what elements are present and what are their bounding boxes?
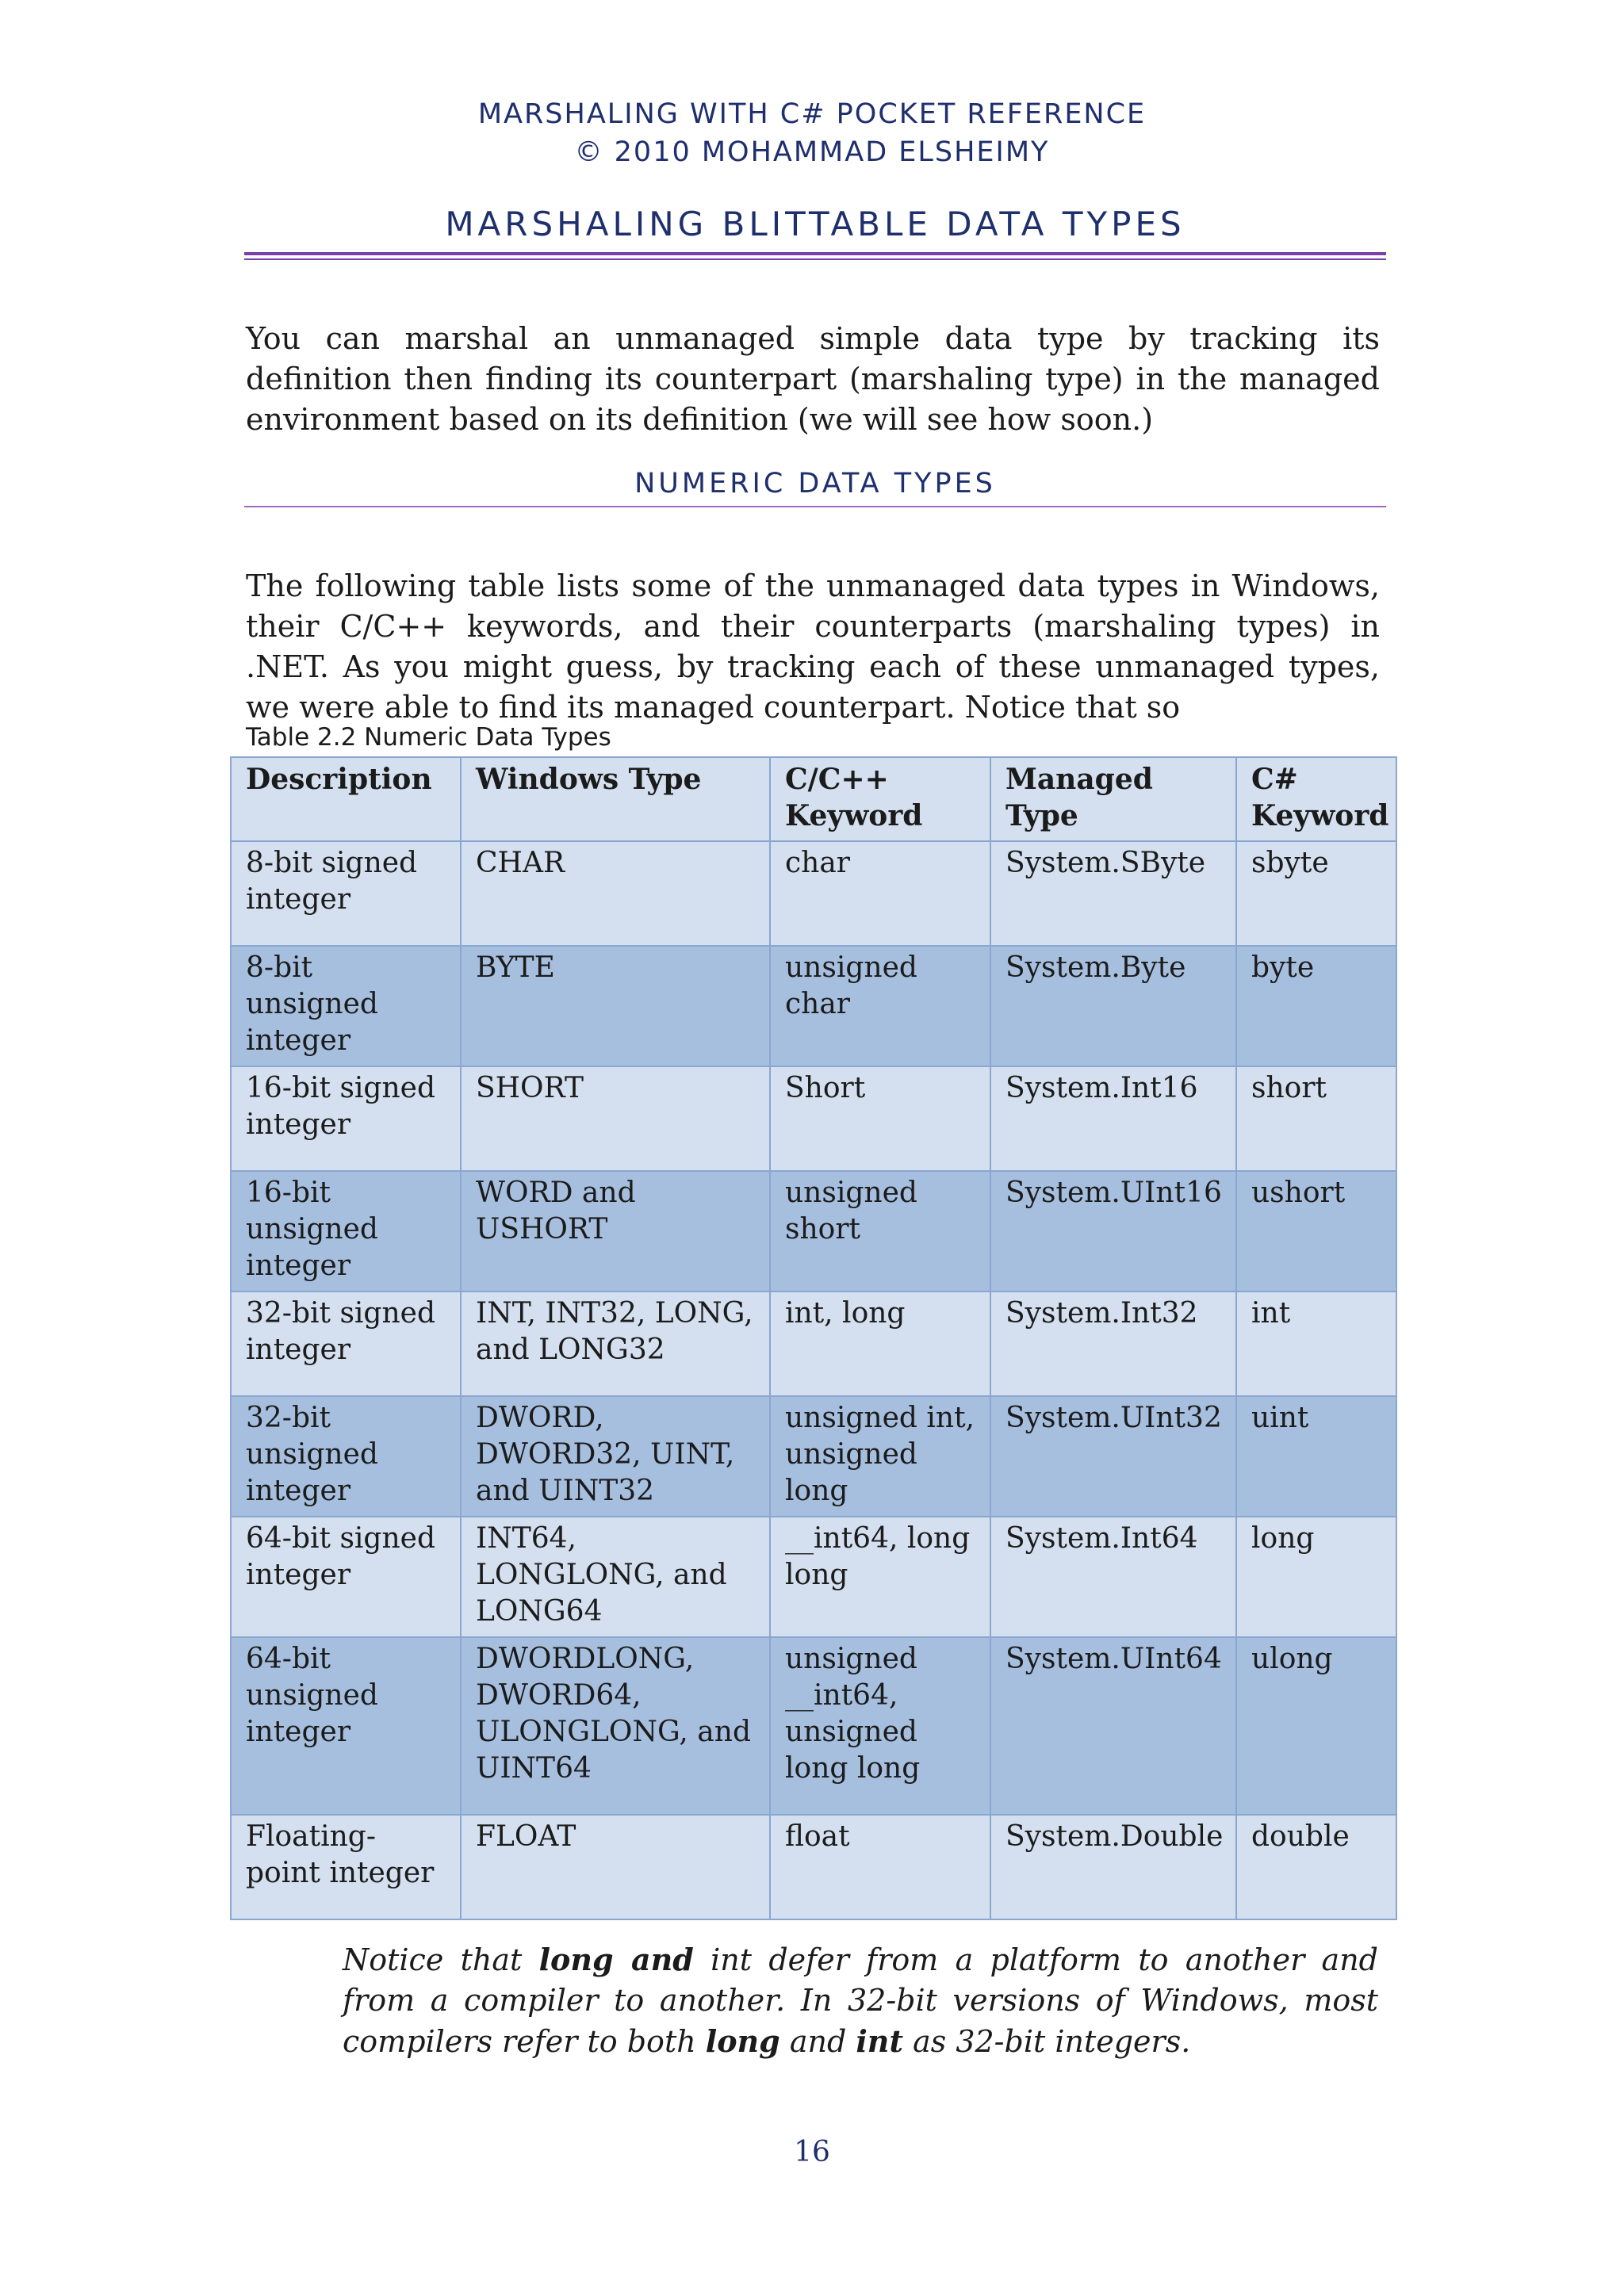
cell-managed-type: System.Int64 bbox=[990, 1517, 1236, 1637]
header-description: Description bbox=[231, 757, 461, 841]
section-title: MARSHALING BLITTABLE DATA TYPES bbox=[445, 205, 1185, 243]
table-row bbox=[231, 1292, 1396, 1396]
cell-csharp-keyword: byte bbox=[1236, 946, 1396, 1066]
note-text-3: and bbox=[779, 2024, 856, 2059]
table-row bbox=[231, 946, 1396, 1066]
note-text-4: as 32-bit integers. bbox=[903, 2024, 1191, 2059]
cell-c-cpp-keyword: unsigned short bbox=[770, 1171, 990, 1292]
cell-description: 64-bit unsigned integer bbox=[231, 1637, 461, 1815]
cell-windows-type: BYTE bbox=[461, 946, 770, 1066]
section-rule-thick bbox=[244, 252, 1386, 255]
note-bold-long-and: long and bbox=[538, 1942, 694, 1977]
cell-managed-type: System.UInt32 bbox=[990, 1396, 1236, 1517]
note-text-1: Notice that bbox=[343, 1942, 539, 1977]
cell-windows-type: DWORDLONG, DWORD64, ULONGLONG, and UINT64 bbox=[461, 1637, 770, 1815]
note-text-2: int defer from a platform to another and from a compiler to another. In 32-bit versions of Windows, most compilers refer to both bbox=[343, 1942, 1378, 2059]
cell-csharp-keyword: long bbox=[1236, 1517, 1396, 1637]
cell-windows-type: SHORT bbox=[461, 1066, 770, 1171]
note-paragraph bbox=[343, 1939, 1378, 2062]
cell-description: 32-bit signed integer bbox=[231, 1292, 461, 1396]
cell-csharp-keyword: sbyte bbox=[1236, 841, 1396, 946]
cell-windows-type: INT, INT32, LONG, and LONG32 bbox=[461, 1292, 770, 1396]
cell-windows-type: DWORD, DWORD32, UINT, and UINT32 bbox=[461, 1396, 770, 1517]
cell-description: 32-bit unsigned integer bbox=[231, 1396, 461, 1517]
cell-description: 16-bit unsigned integer bbox=[231, 1171, 461, 1292]
table-row bbox=[231, 1815, 1396, 1919]
cell-c-cpp-keyword: char bbox=[770, 841, 990, 946]
header-managed-type: Managed Type bbox=[990, 757, 1236, 841]
cell-csharp-keyword: ushort bbox=[1236, 1171, 1396, 1292]
cell-description: Floating-point integer bbox=[231, 1815, 461, 1919]
cell-csharp-keyword: double bbox=[1236, 1815, 1396, 1919]
cell-c-cpp-keyword: __int64, long long bbox=[770, 1517, 990, 1637]
cell-managed-type: System.Int32 bbox=[990, 1292, 1236, 1396]
cell-c-cpp-keyword: float bbox=[770, 1815, 990, 1919]
numeric-data-types-table bbox=[230, 756, 1397, 1920]
cell-csharp-keyword: int bbox=[1236, 1292, 1396, 1396]
table-intro-paragraph: The following table lists some of the unmanaged data types in Windows, their C/C++ keywords, and their counterparts (marshaling types) in .NET. As you might guess, by tracking each of these unmanaged types, we were able to find its managed counterpart. Notice that so bbox=[246, 568, 1380, 725]
cell-description: 16-bit signed integer bbox=[231, 1066, 461, 1171]
cell-managed-type: System.Byte bbox=[990, 946, 1236, 1066]
cell-csharp-keyword: uint bbox=[1236, 1396, 1396, 1517]
table-row bbox=[231, 841, 1396, 946]
table-row bbox=[231, 1637, 1396, 1815]
table-row bbox=[231, 1396, 1396, 1517]
cell-csharp-keyword: ulong bbox=[1236, 1637, 1396, 1815]
section-rule-thin bbox=[244, 258, 1386, 260]
cell-managed-type: System.Double bbox=[990, 1815, 1236, 1919]
running-header-title: MARSHALING WITH C# POCKET REFERENCE bbox=[477, 98, 1147, 130]
table-row bbox=[231, 1171, 1396, 1292]
header-windows-type: Windows Type bbox=[461, 757, 770, 841]
cell-c-cpp-keyword: unsigned char bbox=[770, 946, 990, 1066]
page-number: 16 bbox=[794, 2136, 830, 2168]
cell-windows-type: INT64, LONGLONG, and LONG64 bbox=[461, 1517, 770, 1637]
cell-c-cpp-keyword: Short bbox=[770, 1066, 990, 1171]
subsection-rule bbox=[244, 506, 1386, 507]
table-header-row bbox=[231, 757, 1396, 841]
cell-c-cpp-keyword: int, long bbox=[770, 1292, 990, 1396]
cell-managed-type: System.UInt64 bbox=[990, 1637, 1236, 1815]
cell-windows-type: WORD and USHORT bbox=[461, 1171, 770, 1292]
cell-csharp-keyword: short bbox=[1236, 1066, 1396, 1171]
cell-windows-type: CHAR bbox=[461, 841, 770, 946]
cell-description: 8-bit signed integer bbox=[231, 841, 461, 946]
running-header-copyright: © 2010 MOHAMMAD ELSHEIMY bbox=[574, 136, 1050, 168]
cell-managed-type: System.SByte bbox=[990, 841, 1236, 946]
intro-paragraph: You can marshal an unmanaged simple data type by tracking its definition then finding its counterpart (marshaling type) in the managed environment based on its definition (we will see how soon.) bbox=[246, 321, 1380, 437]
note-bold-int: int bbox=[856, 2023, 903, 2059]
table-caption: Table 2.2 Numeric Data Types bbox=[246, 723, 611, 752]
cell-description: 64-bit signed integer bbox=[231, 1517, 461, 1637]
cell-windows-type: FLOAT bbox=[461, 1815, 770, 1919]
cell-managed-type: System.UInt16 bbox=[990, 1171, 1236, 1292]
cell-c-cpp-keyword: unsigned int, unsigned long bbox=[770, 1396, 990, 1517]
cell-c-cpp-keyword: unsigned __int64, unsigned long long bbox=[770, 1637, 990, 1815]
cell-description: 8-bit unsigned integer bbox=[231, 946, 461, 1066]
table-row bbox=[231, 1066, 1396, 1171]
header-csharp-keyword: C# Keyword bbox=[1236, 757, 1396, 841]
subsection-title: NUMERIC DATA TYPES bbox=[634, 468, 996, 499]
note-bold-long: long bbox=[705, 2023, 780, 2059]
table-row bbox=[231, 1517, 1396, 1637]
cell-managed-type: System.Int16 bbox=[990, 1066, 1236, 1171]
header-c-cpp-keyword: C/C++ Keyword bbox=[770, 757, 990, 841]
